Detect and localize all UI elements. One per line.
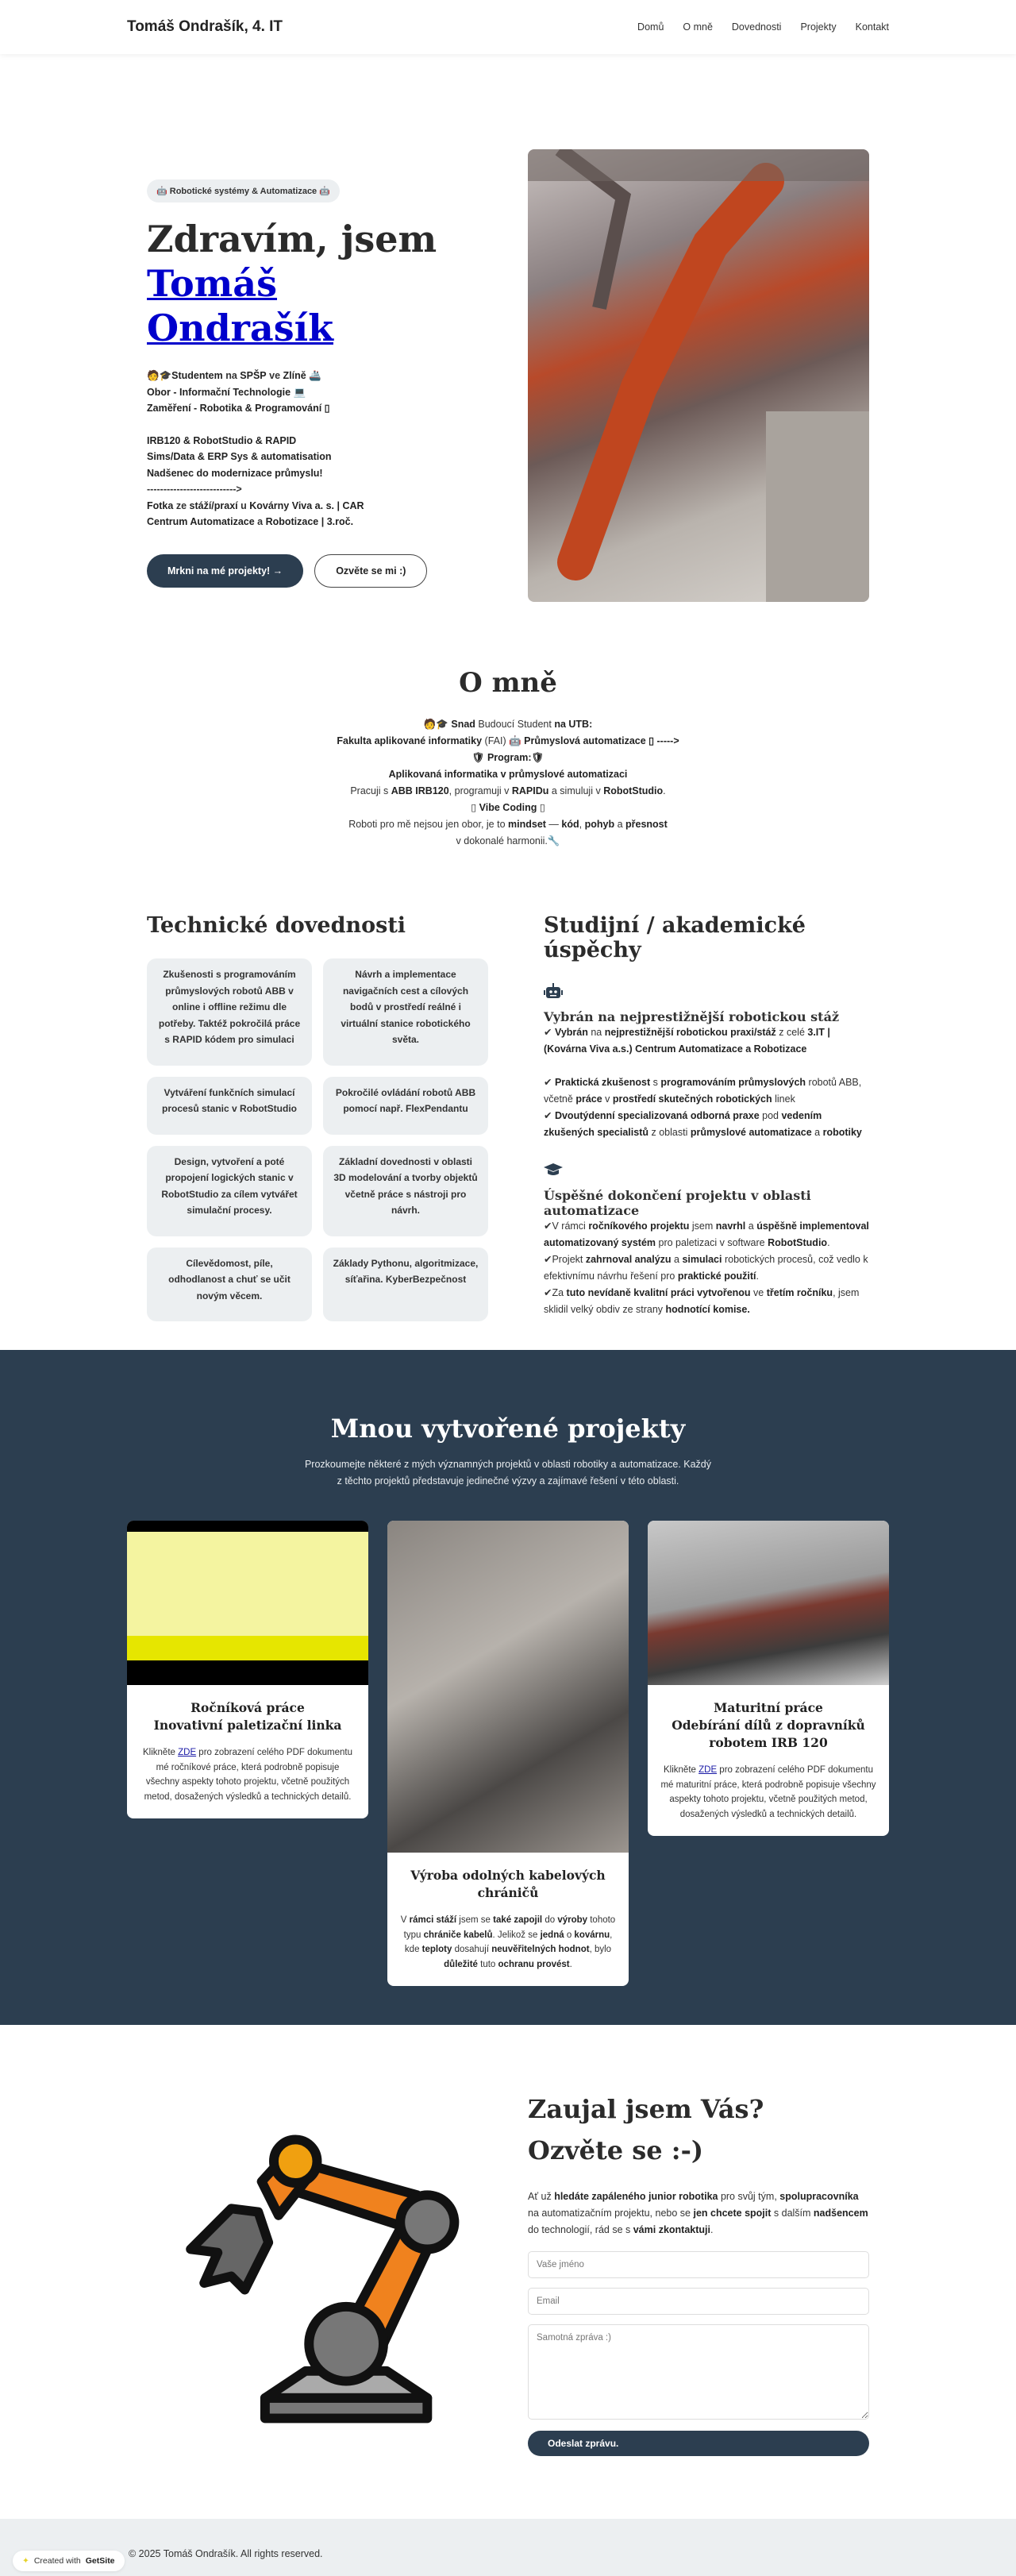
text-line [0,716,1016,733]
text-segment: — [545,819,562,830]
text-segment: Klikněte [664,1765,699,1775]
skill-card: Návrh a implementace navigačních cest a cílových bodů v prostředí reálné i virtuální stanice robotického světa. [323,958,488,1066]
skill-card: Pokročilé ovládání robotů ABB pomocí např. FlexPendantu [323,1077,488,1135]
text-segment: ✔ [544,1077,555,1088]
hero-greeting: Zdravím, jsem [147,218,437,260]
text-segment: na [587,1027,605,1038]
text-segment: spolupracovníka [779,2191,859,2202]
text-segment: . [663,785,666,796]
project-title: Maturitní práce Odebírání dílů z dopravníků robotem IRB 120 [672,1700,865,1750]
project-card [387,1521,629,1986]
text-segment: pro zobrazení celého PDF dokumentu mé maturitní práce, která podrobně popisuje všechny aspekty tohoto projektu, včetně použitých metod, dosažených výsledků a technických detailů. [660,1765,876,1819]
text-segment: Roboti pro mě nejsou jen obor, je to [348,819,509,830]
text-segment: praktické použití [677,1271,756,1282]
text-segment: také zapojil [493,1915,543,1925]
text-segment: | 3.roč. [318,516,354,527]
text-line [0,733,1016,750]
project-image-conveyor [648,1521,889,1685]
text-segment: ▯ -----> [645,735,679,746]
text-segment: Centrum Automatizace [147,516,255,527]
graduation-cap-icon [544,1162,563,1178]
achievement-item [544,1141,869,1318]
text-segment: chrániče kabelů [423,1930,493,1940]
text-segment: na automatizačním projektu, nebo se [528,2208,694,2219]
achievement-text [544,1024,869,1141]
text-segment: Průmyslová automatizace [524,735,646,746]
text-segment: . [756,1271,759,1282]
text-segment: Aplikovaná informatika v průmyslové automatizaci [388,769,628,780]
project-image-palletizing [127,1521,368,1685]
text-line [147,400,464,417]
text-segment: nadšencem [813,2208,868,2219]
contact-title-line-1: Zaujal jsem Vás? [528,2094,764,2124]
text-segment: kód [561,819,579,830]
text-segment: Snad [451,719,475,730]
text-segment: důležité [444,1959,478,1969]
text-segment: z celé [775,1027,808,1038]
contact-me-button[interactable]: Ozvěte se mi :) [314,554,427,588]
text-segment: , kde [404,1930,613,1954]
project-text [660,1763,876,1836]
project-text [140,1745,356,1818]
email-input[interactable] [528,2288,869,2315]
copyright: © 2025 Tomáš Ondrašík. All rights reserved. [129,2548,323,2559]
text-segment: 🧑🎓 [147,370,172,381]
text-segment: , bylo [589,1945,612,1954]
project-card [648,1521,889,1836]
text-segment: linek [772,1093,795,1105]
text-segment: jen chcete spojit [693,2208,772,2219]
text-segment: kovárnu [574,1930,610,1940]
text-segment: Fakulta aplikované informatiky [337,735,483,746]
skills-title: Technické dovednosti [147,913,406,938]
text-segment: v dokonalé harmonii.🔧 [456,835,560,846]
text-segment: tuto nevídaně kvalitní práci vytvořenou [566,1287,751,1298]
text-segment: Obor - Informační Technologie 💻 [147,386,306,398]
text-segment: třetím ročníku [766,1287,833,1298]
achievement-title: Úspěšné dokončení projektu v oblasti automatizace [544,1188,811,1218]
text-segment: do [542,1915,558,1925]
contact-section [0,2025,1016,2519]
text-segment: robotů ABB, včetně [544,1077,862,1105]
text-segment: na [222,370,241,381]
text-line [147,481,464,498]
message-textarea[interactable] [528,2324,869,2420]
contact-intro [528,2188,869,2239]
text-segment: ✔ [544,1027,555,1038]
text-segment: SPŠP [240,370,267,381]
text-segment: a [745,1221,757,1232]
text-segment: V [400,1915,410,1925]
send-message-button[interactable]: Odeslat zprávu. [528,2431,869,2456]
text-segment: hledáte zapáleného junior robotika [554,2191,718,2202]
achievements-title: Studijní / akademické úspěchy [544,913,806,962]
projects-title: Mnou vytvořené projekty [330,1413,686,1444]
text-segment: | CAR [334,499,364,511]
text-segment: práce [575,1093,602,1105]
text-line [147,368,464,384]
text-segment: . [827,1237,830,1248]
text-segment: rámci stáží [409,1915,457,1925]
nav-about[interactable]: O mně [683,21,713,33]
text-segment: ---------------------------> [147,484,242,495]
text-line [147,433,464,449]
text-segment: ze [173,499,190,511]
achievement-text [544,1218,869,1318]
text-line [147,514,464,530]
text-segment: na UTB: [554,719,593,730]
text-line [0,833,1016,850]
site-footer [0,2519,1016,2576]
text-segment: průmyslové automatizace [690,1127,812,1138]
text-segment: Kovárny Viva a. s. [249,499,335,511]
name-input[interactable] [528,2251,869,2278]
main-nav [637,21,889,33]
text-segment: Vibe Coding [479,802,537,813]
project-title: Ročníková práce Inovativní paletizační linka [153,1700,342,1733]
text-segment: . [569,1959,572,1969]
text-segment: programováním průmyslových [660,1077,806,1088]
skill-card: Zkušenosti s programováním průmyslových robotů ABB v online i offline režimu dle potřeby. Taktéž pokročilá práce s RAPID kódem pro simulaci [147,958,312,1066]
text-segment: ve [750,1287,767,1298]
text-segment: do technologií, rád se s [528,2224,633,2235]
pdf-link[interactable]: ZDE [178,1748,197,1757]
text-segment: zahrnoval analýzu [585,1254,672,1265]
text-segment: robotiky [822,1127,862,1138]
created-with-label: Created with [33,2556,81,2566]
created-with-getsite-badge[interactable] [13,2551,125,2571]
text-segment: Dvoutýdenní specializovaná odborná praxe [554,1110,760,1121]
text-segment: dosahují [452,1945,492,1954]
text-segment: simulaci [682,1254,722,1265]
text-segment: Praktická zkušenost [554,1077,651,1088]
about-text [0,716,1016,850]
text-segment: úspěšně implementoval automatizovaný systém [544,1221,869,1248]
text-segment: vámi zkontaktuji [633,2224,710,2235]
site-logo[interactable]: Tomáš Ondrašík, 4. IT [127,18,283,35]
text-segment: a [671,1254,683,1265]
text-line [0,800,1016,816]
text-line [0,750,1016,766]
paragraph [544,1285,869,1318]
view-projects-button[interactable]: Mrkni na mé projekty! → [147,554,303,588]
text-segment: Fotka [147,499,174,511]
text-line [147,384,464,401]
contact-title [528,2088,869,2171]
nav-projects[interactable]: Projekty [800,21,837,33]
skill-card: Cílevědomost, píle, odhodlanost a chuť se učit novým věcem. [147,1248,312,1322]
nav-home[interactable]: Domů [637,21,664,33]
text-segment: Sims/Data & ERP Sys & automatisation [147,451,332,462]
text-line [0,816,1016,833]
text-segment: Klikněte [143,1748,179,1757]
text-line [0,783,1016,800]
text-segment: tohoto typu [403,1915,616,1940]
text-segment: tuto [477,1959,498,1969]
project-card [127,1521,368,1818]
text-segment: v [602,1093,613,1105]
text-segment: prostředí skutečných robotických [612,1093,772,1105]
text-segment: 3.IT | (Kovárna Viva a.s.) Centrum Automatizace a Robotizace [544,1027,830,1055]
text-line [147,498,464,515]
hero-badge: 🤖 Robotické systémy & Automatizace 🤖 [147,179,340,202]
text-segment: a [614,819,625,830]
text-segment: pro svůj tým, [718,2191,780,2202]
robot-arm-illustration [143,2087,468,2452]
text-segment: RobotStudio [603,785,664,796]
text-segment: Nadšenec do modernizace průmyslu! [147,467,323,479]
text-segment: jsem se [456,1915,494,1925]
pdf-link[interactable]: ZDE [698,1765,718,1775]
text-segment: , [579,819,585,830]
text-segment: navrhl [715,1221,746,1232]
text-segment: ročníkového projektu [588,1221,690,1232]
text-segment: RobotStudio [768,1237,828,1248]
paragraph [544,1074,869,1108]
text-segment: Zaměření - Robotika & Programování ▯ [147,403,330,414]
hero-section [0,54,1016,602]
text-segment: jsem [689,1221,716,1232]
text-line [0,766,1016,783]
text-segment: teploty [421,1945,452,1954]
text-segment: nejprestižnější robotickou praxi/stáž [604,1027,776,1038]
text-line [147,449,464,465]
text-segment: výroby [557,1915,588,1925]
skills-grid [147,958,488,1321]
skills-section [0,902,1016,1350]
hero-intro [147,368,464,530]
text-segment: robotických procesů, což vedlo k efektivnímu návrhu řešení pro [544,1254,868,1282]
text-segment: a [254,516,266,527]
text-segment: o [564,1930,575,1940]
skill-card: Vytváření funkčních simulací procesů stanic v RobotStudio [147,1077,312,1135]
paragraph [544,1218,869,1251]
nav-contact[interactable]: Kontakt [855,21,889,33]
text-segment: přesnost [625,819,668,830]
text-segment: ABB IRB120 [391,785,449,796]
text-segment: 🧑🎓 [423,719,452,730]
projects-section [0,1350,1016,2025]
text-segment: ▯ [537,802,545,813]
text-segment: ve [266,370,283,381]
text-line [147,465,464,482]
sparkle-icon: ✦ [22,2556,29,2566]
text-segment: Ať už [528,2191,555,2202]
text-segment: pro zobrazení celého PDF dokumentu mé ročníkové práce, která podrobně popisuje všechny aspekty tohoto projektu, včetně použitých metod, dosažených výsledků a technických detailů. [144,1748,352,1802]
text-segment: , programuji v [448,785,512,796]
text-segment: s [650,1077,661,1088]
text-segment: Robotizace [265,516,319,527]
text-segment: ✔V rámci [544,1221,589,1232]
text-segment: stáží/praxí [189,499,238,511]
text-segment: pod [759,1110,782,1121]
project-image-cable-protector [387,1521,629,1853]
text-segment: ✔ [544,1110,555,1121]
text-segment: a simuluji v [548,785,604,796]
text-segment: IRB120 & RobotStudio & RAPID [147,434,297,446]
paragraph [544,1024,869,1058]
text-segment: . Jelikož se [492,1930,541,1940]
contact-title-line-2: Ozvěte se :-) [528,2135,704,2165]
project-text [400,1913,616,1986]
text-segment: u [237,499,250,511]
text-segment: pohyb [584,819,615,830]
text-segment: vedením zkušených specialistů [544,1110,822,1138]
text-segment: . [710,2224,714,2235]
achievement-item [544,962,869,1141]
text-segment: Pracuji s [350,785,391,796]
about-section [0,602,1016,902]
text-line [147,417,464,433]
text-segment: 🛡 Program:🛡 [471,752,545,763]
site-header [0,0,1016,54]
robot-icon [544,983,563,999]
text-segment: pro paletizaci v software [656,1237,768,1248]
text-segment: ✔Projekt [544,1254,586,1265]
nav-skills[interactable]: Dovednosti [731,21,782,33]
text-segment: RAPIDu [511,785,549,796]
about-title: O mně [459,667,557,699]
hero-title [147,217,464,350]
text-segment: ✔Za [544,1287,567,1298]
text-segment: hodnotící komise. [665,1304,750,1315]
text-segment: , jsem sklidil velký obdiv ze strany [544,1287,860,1315]
text-segment: Vybrán [554,1027,588,1038]
paragraph [544,1058,869,1074]
skill-card: Design, vytvoření a poté propojení logických stanic v RobotStudio za cílem vytvářet simulační procesy. [147,1146,312,1236]
paragraph [544,1108,869,1141]
achievement-title: Vybrán na nejprestižnější robotickou stáž [544,1009,840,1024]
getsite-label: GetSite [85,2556,115,2566]
skill-card: Základy Pythonu, algoritmizace, síťařina. KyberBezpečnost [323,1248,488,1322]
text-segment: a [811,1127,823,1138]
text-segment: z oblasti [648,1127,691,1138]
skill-card: Základní dovednosti v oblasti 3D modelování a tvorby objektů včetně práce s nástroji pro návrh. [323,1146,488,1236]
text-segment: mindset [508,819,546,830]
projects-description: Prozkoumejte některé z mých významných projektů v oblasti robotiky a automatizace. Každý z těchto projektů představuje jedinečné výzvy a zajímavé řešení v této oblasti. [304,1459,712,1487]
hero-robot-photo [528,149,869,602]
text-segment: jedná [540,1930,564,1940]
text-segment: Studentem [171,370,223,381]
text-segment: 🚢 [306,370,321,381]
project-title: Výroba odolných kabelových chráničů [410,1868,606,1900]
text-segment: s dalším [771,2208,814,2219]
hero-name-link[interactable]: Tomáš Ondrašík [147,262,333,349]
paragraph [544,1251,869,1285]
text-segment: (FAI) 🤖 [482,735,525,746]
text-segment: ochranu provést [498,1959,570,1969]
text-segment: Budoucí Student [475,719,555,730]
text-segment: neuvěřitelných hodnot [491,1945,590,1954]
text-segment: ▯ [471,802,479,813]
text-segment: Zlíně [283,370,306,381]
